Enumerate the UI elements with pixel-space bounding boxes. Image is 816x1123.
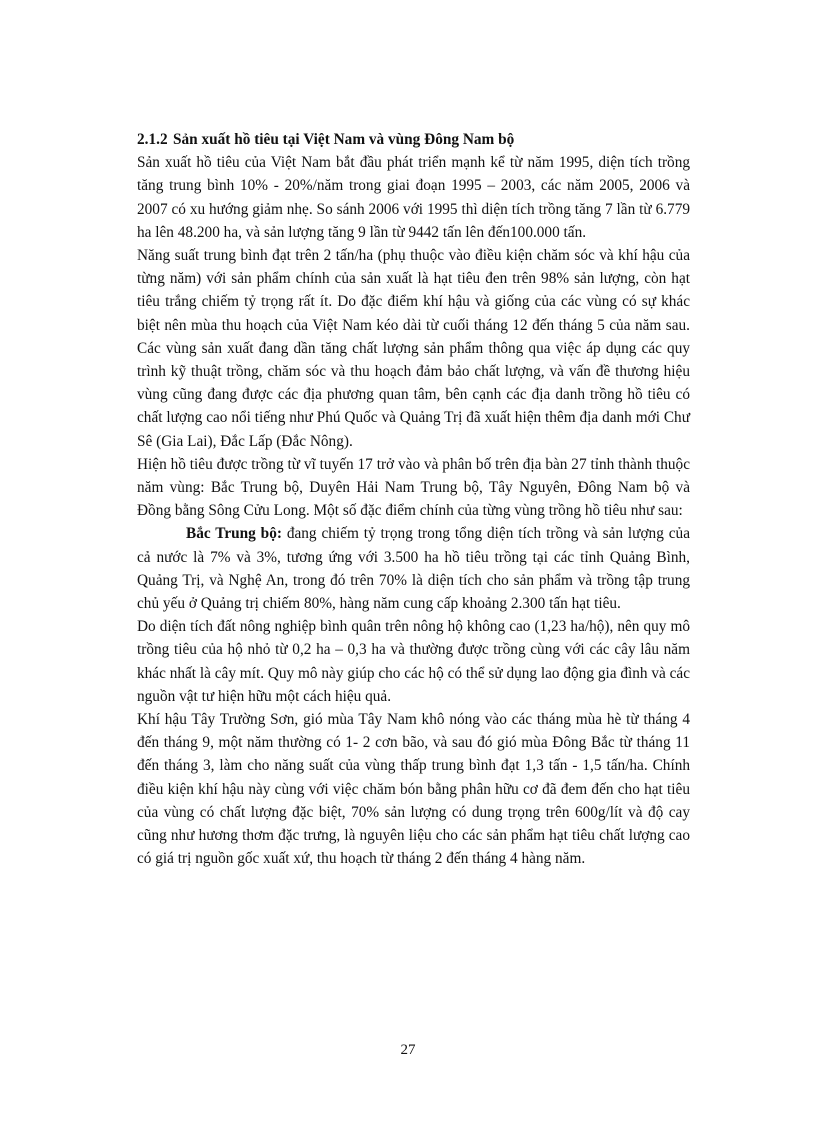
document-body [137,128,690,871]
paragraph-1: Sản xuất hồ tiêu của Việt Nam bắt đầu phát triển mạnh kể từ năm 1995, diện tích trồng tăng trung bình 10% - 20%/năm trong giai đoạn 1995 – 2003, các năm 2005, 2006 và 2007 có xu hướng giảm nhẹ. So sánh 2006 với 1995 thì diện tích trồng tăng 7 lần từ 6.779 ha lên 48.200 ha, và sản lượng tăng 9 lần từ 9442 tấn lên đến100.000 tấn. [137,154,690,241]
paragraph-4-text: đang chiếm tỷ trọng trong tổng diện tích trồng và sản lượng của cả nước là 7% và 3%, tương ứng với 3.500 ha hồ tiêu trồng tại các tỉnh Quảng Bình, Quảng Trị, và Nghệ An, trong đó trên 70% là diện tích cho sản phẩm và trồng tập trung chủ yếu ở Quảng trị chiếm 80%, hàng năm cung cấp khoảng 2.300 tấn hạt tiêu. [137,525,690,613]
paragraph-6: Khí hậu Tây Trường Sơn, gió mùa Tây Nam khô nóng vào các tháng mùa hè từ tháng 4 đến tháng 9, một năm thường có 1- 2 cơn bão, và sau đó gió mùa Đông Bắc từ tháng 11 đến tháng 3, làm cho năng suất của vùng thấp trung bình đạt 1,3 tấn - 1,5 tấn/ha. Chính điều kiện khí hậu này cùng với việc chăm bón bằng phân hữu cơ đã đem đến cho hạt tiêu của vùng có chất lượng đặc biệt, 70% sản lượng có dung trọng trên 600g/lít và độ cay cũng như hương thơm đặc trưng, là nguyên liệu cho các sản phẩm hạt tiêu chất lượng cao có giá trị nguồn gốc xuất xứ, thu hoạch từ tháng 2 đến tháng 4 hàng năm. [137,711,690,868]
section-title: Sản xuất hồ tiêu tại Việt Nam và vùng Đông Nam bộ [173,131,515,148]
page-number: 27 [400,1042,416,1058]
paragraph-3: Hiện hồ tiêu được trồng từ vĩ tuyến 17 trở vào và phân bố trên địa bàn 27 tỉnh thành thuộc năm vùng: Bắc Trung bộ, Duyên Hải Nam Trung bộ, Tây Nguyên, Đông Nam bộ và Đồng bằng Sông Cửu Long. Một số đặc điểm chính của từng vùng trồng hồ tiêu như sau: [137,455,690,520]
section-number: 2.1.2 [137,131,168,148]
region-label-bac-trung-bo: Bắc Trung bộ: [186,525,282,543]
paragraph-5: Do diện tích đất nông nghiệp bình quân trên nông hộ không cao (1,23 ha/hộ), nên quy mô trồng tiêu của hộ nhỏ từ 0,2 ha – 0,3 ha và thường được trồng cùng với các cây lâu năm khác nhất là cây mít. Quy mô này giúp cho các hộ có thể sử dụng lao động gia đình và các nguồn vật tư hiện hữu một cách hiệu quả. [137,618,690,705]
paragraph-4 [137,522,690,615]
paragraph-2: Năng suất trung bình đạt trên 2 tấn/ha (phụ thuộc vào điều kiện chăm sóc và khí hậu của từng năm) với sản phẩm chính của sản xuất là hạt tiêu đen trên 98% sản lượng, còn hạt tiêu trắng chiếm tỷ trọng rất ít. Do đặc điểm khí hậu và giống của các vùng có sự khác biệt nên mùa thu hoạch của Việt Nam kéo dài từ cuối tháng 12 đến tháng 5 của năm sau. Các vùng sản xuất đang dần tăng chất lượng sản phẩm thông qua việc áp dụng các quy trình kỹ thuật trồng, chăm sóc và thu hoạch đảm bảo chất lượng, và vấn đề thương hiệu vùng cũng đang được các địa phương quan tâm, bên cạnh các địa danh trồng hồ tiêu có chất lượng cao nổi tiếng như Phú Quốc và Quảng Trị đã xuất hiện thêm địa danh mới Chư Sê (Gia Lai), Đắc Lấp (Đắc Nông). [137,247,690,450]
section-heading [137,128,690,151]
